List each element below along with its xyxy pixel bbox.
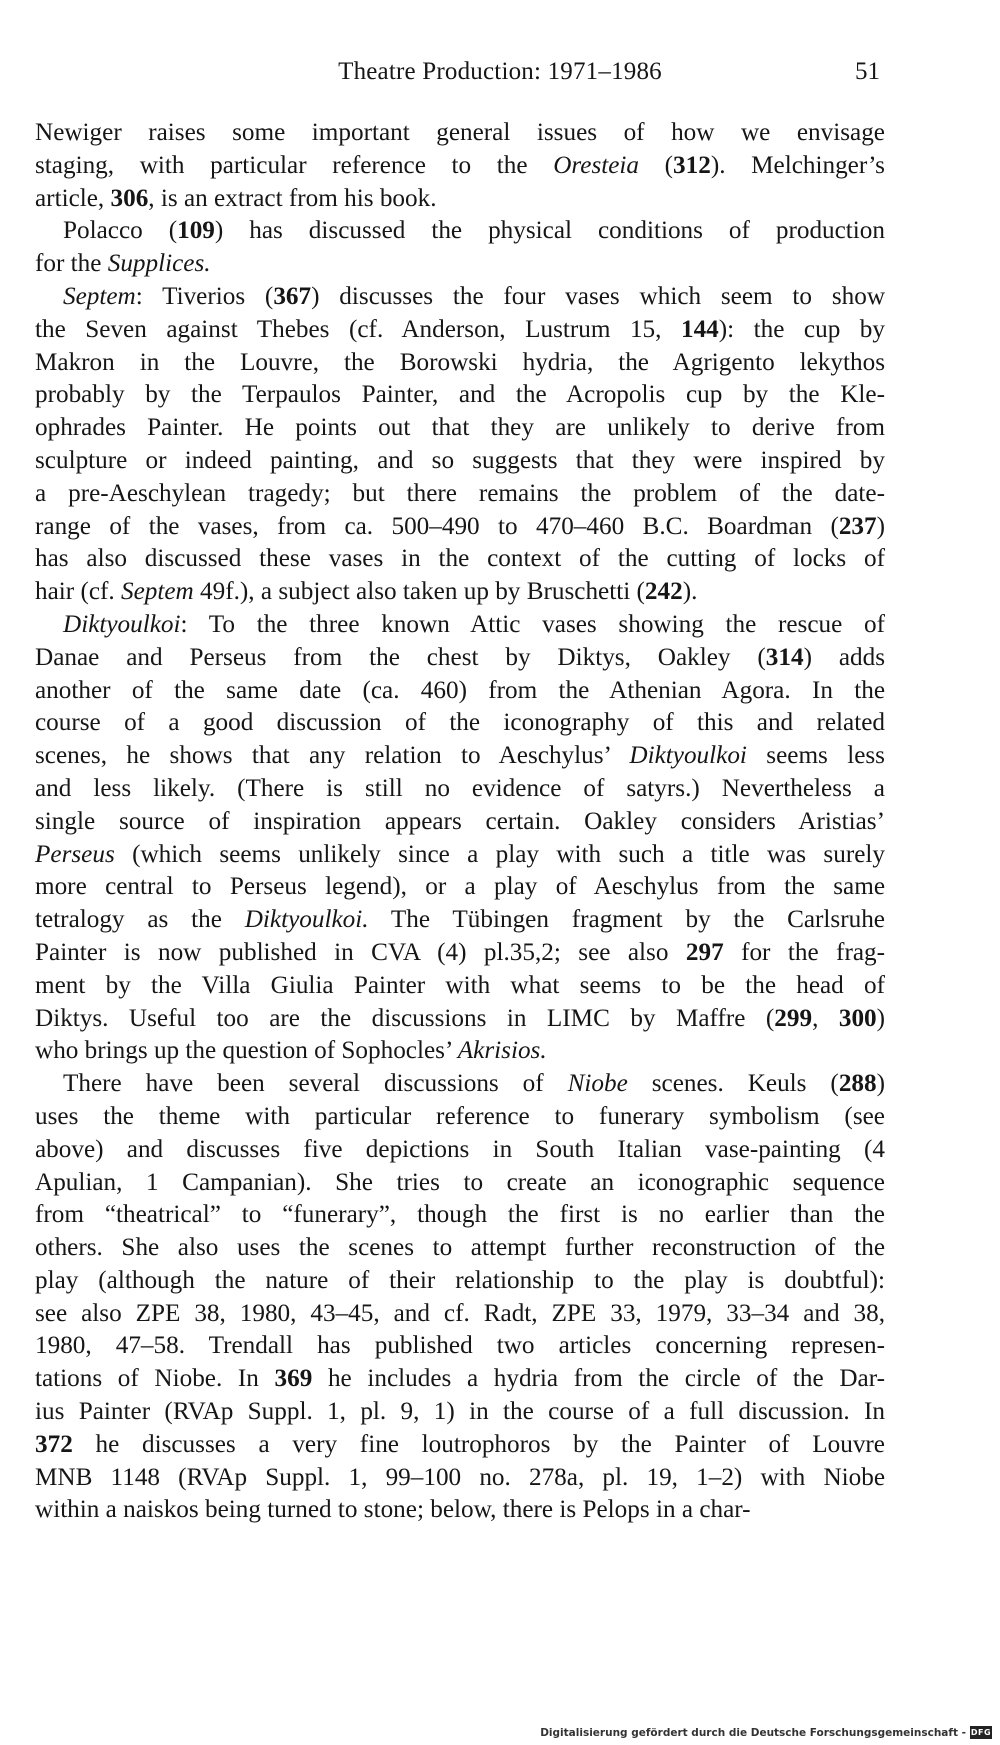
text-line	[35, 1199, 885, 1232]
text-segment: : Tiverios (	[135, 282, 274, 310]
text-segment: staging, with particular reference to the	[35, 151, 554, 179]
reference-number: 369	[274, 1365, 313, 1393]
text-line	[35, 806, 885, 839]
text-segment: sculpture or indeed painting, and so suggests that they were inspired by	[35, 446, 885, 474]
text-segment: The Tübingen fragment by the Carlsruhe	[368, 906, 885, 934]
text-segment: ) has discussed the physical conditions of production	[214, 217, 885, 245]
text-segment: ophrades Painter. He points out that they are unlikely to derive from	[35, 414, 885, 442]
text-segment: MNB 1148 (RVAp Suppl. 1, 99–100 no. 278a, pl. 19, 1–2) with Niobe	[35, 1463, 885, 1491]
text-line	[35, 1068, 885, 1101]
page-header	[0, 58, 1000, 92]
reference-number: 299	[774, 1004, 813, 1032]
reference-number: 312	[673, 151, 711, 179]
text-line	[35, 1298, 885, 1331]
paragraph	[35, 117, 885, 215]
body-text	[35, 117, 885, 1527]
text-segment: within a naiskos being turned to stone; below, there is Pelops in a char-	[35, 1496, 751, 1524]
text-segment: scenes, he shows that any relation to Aeschylus’	[35, 742, 630, 770]
reference-number: 144	[680, 315, 719, 343]
text-line	[35, 1101, 885, 1134]
text-segment: scenes. Keuls (	[627, 1070, 839, 1098]
text-line	[35, 839, 885, 872]
text-segment: others. She also uses the scenes to attempt further reconstruction of the	[35, 1234, 885, 1262]
text-segment: ) adds	[803, 643, 885, 671]
text-line	[35, 707, 885, 740]
text-segment: Painter is now published in CVA (4) pl.35,2; see also	[35, 938, 686, 966]
italic-text: Akrisios.	[457, 1037, 547, 1065]
text-line	[35, 511, 885, 544]
text-line	[35, 445, 885, 478]
text-line	[35, 478, 885, 511]
text-segment: single source of inspiration appears certain. Oakley considers Aristias’	[35, 807, 885, 835]
text-line	[35, 281, 885, 314]
text-segment: Newiger raises some important general issues of how we envisage	[35, 119, 885, 146]
reference-number: 297	[685, 938, 724, 966]
text-line	[35, 937, 885, 970]
text-segment: ius Painter (RVAp Suppl. 1, pl. 9, 1) in the course of a full discussion. In	[35, 1398, 885, 1426]
reference-number: 300	[838, 1004, 877, 1032]
text-segment: and less likely. (There is still no evidence of satyrs.) Nevertheless a	[35, 774, 885, 802]
text-line	[35, 740, 885, 773]
reference-number: 237	[838, 512, 877, 540]
text-segment: Apulian, 1 Campanian). She tries to create an iconographic sequence	[35, 1168, 885, 1196]
text-segment: uses the theme with particular reference to funerary symbolism (see	[35, 1102, 885, 1130]
text-segment: 1980, 47–58. Trendall has published two articles concerning represen-	[35, 1332, 885, 1360]
running-title: Theatre Production: 1971–1986	[338, 58, 662, 85]
text-segment: ).	[682, 578, 698, 606]
text-segment: more central to Perseus legend), or a play of Aeschylus from the same	[35, 873, 885, 901]
text-line	[35, 347, 885, 380]
italic-text: Diktyoulkoi.	[244, 906, 369, 934]
text-line	[35, 117, 885, 150]
text-line	[35, 379, 885, 412]
italic-text: Niobe	[567, 1070, 628, 1098]
text-segment: he discusses a very fine loutrophoros by the Painter of Louvre	[72, 1430, 885, 1458]
text-segment: ) discusses the four vases which seem to show	[311, 282, 886, 310]
text-line	[35, 1363, 885, 1396]
text-line	[35, 248, 885, 281]
text-segment: There have been several discussions of	[63, 1070, 568, 1098]
text-segment: for the frag-	[723, 938, 885, 966]
text-segment: ment by the Villa Giulia Painter with what seems to be the head of	[35, 971, 885, 999]
text-segment: who brings up the question of Sophocles’	[35, 1037, 458, 1065]
text-line	[35, 1429, 885, 1462]
text-segment: another of the same date (ca. 460) from the Athenian Agora. In the	[35, 676, 885, 704]
paragraph	[35, 215, 885, 281]
text-line	[35, 576, 885, 609]
text-segment: )	[876, 512, 885, 540]
text-line	[35, 970, 885, 1003]
text-segment: seems less	[746, 742, 885, 770]
text-line	[35, 1330, 885, 1363]
reference-number: 109	[177, 217, 215, 245]
text-segment: ): the cup by	[718, 315, 885, 343]
text-segment: tetralogy as the	[35, 906, 245, 934]
text-line	[35, 1265, 885, 1298]
text-segment: he includes a hydria from the circle of the Dar-	[312, 1365, 885, 1393]
italic-text: Diktyoulkoi	[63, 610, 181, 638]
text-segment: (	[639, 151, 674, 179]
text-segment: )	[876, 1004, 886, 1032]
text-segment: article,	[35, 184, 111, 212]
text-line	[35, 1003, 885, 1036]
text-segment: probably by the Terpaulos Painter, and the Acropolis cup by the Kle-	[35, 381, 885, 409]
text-line	[35, 412, 885, 445]
text-segment: ,	[812, 1004, 839, 1032]
text-segment: above) and discusses five depictions in South Italian vase-painting (4	[35, 1135, 885, 1163]
text-line	[35, 314, 885, 347]
text-line	[35, 1134, 885, 1167]
text-segment: ). Melchinger’s	[710, 151, 885, 179]
text-segment: course of a good discussion of the iconography of this and related	[35, 709, 885, 737]
reference-number: 288	[838, 1070, 877, 1098]
reference-number: 314	[765, 643, 804, 671]
text-segment: 49f.), a subject also taken up by Bruschetti (	[193, 578, 645, 606]
text-line	[35, 1167, 885, 1200]
text-line	[35, 1035, 885, 1068]
text-line	[35, 773, 885, 806]
text-segment: : To the three known Attic vases showing the rescue of	[180, 610, 885, 638]
dfg-logo: DFG	[970, 1728, 992, 1737]
text-segment: Diktys. Useful too are the discussions in LIMC by Maffre (	[35, 1004, 775, 1032]
text-segment: Polacco (	[63, 217, 178, 245]
text-line	[35, 543, 885, 576]
text-segment: Danae and Perseus from the chest by Diktys, Oakley (	[35, 643, 766, 671]
text-segment: from “theatrical” to “funerary”, though the first is no earlier than the	[35, 1201, 885, 1229]
reference-number: 372	[35, 1430, 73, 1458]
text-segment: hair (cf.	[35, 578, 122, 606]
text-line	[35, 609, 885, 642]
text-line	[35, 1494, 885, 1527]
italic-text: Diktyoulkoi	[629, 742, 747, 770]
italic-text: Supplices.	[107, 250, 211, 278]
text-line	[35, 904, 885, 937]
italic-text: Septem	[63, 282, 136, 310]
text-line	[35, 150, 885, 183]
italic-text: Oresteia	[553, 151, 640, 179]
text-segment: tations of Niobe. In	[35, 1365, 275, 1393]
text-segment: the Seven against Thebes (cf. Anderson, Lustrum 15,	[35, 315, 681, 343]
footer-credit: Digitalisierung gefördert durch die Deutsche Forschungsgemeinschaft -	[540, 1727, 966, 1739]
italic-text: Septem	[121, 578, 194, 606]
paragraph	[35, 281, 885, 609]
text-segment: range of the vases, from ca. 500–490 to 470–460 B.C. Boardman (	[35, 512, 839, 540]
text-segment: for the	[35, 250, 108, 278]
text-line	[35, 642, 885, 675]
reference-number: 242	[644, 578, 683, 606]
text-segment: play (although the nature of their relationship to the play is doubtful):	[35, 1266, 885, 1294]
page-number: 51	[855, 58, 880, 85]
paragraph	[35, 1068, 885, 1527]
paragraph	[35, 609, 885, 1068]
text-line	[35, 1462, 885, 1495]
text-segment: see also ZPE 38, 1980, 43–45, and cf. Radt, ZPE 33, 1979, 33–34 and 38,	[35, 1299, 885, 1327]
text-line	[35, 1396, 885, 1429]
text-segment: Makron in the Louvre, the Borowski hydria, the Agrigento lekythos	[35, 348, 885, 376]
text-line	[35, 215, 885, 248]
text-segment: a pre-Aeschylean tragedy; but there remains the problem of the date-	[35, 479, 885, 507]
text-line	[35, 871, 885, 904]
text-segment: has also discussed these vases in the context of the cutting of locks of	[35, 545, 885, 573]
text-line	[35, 1232, 885, 1265]
text-segment: (which seems unlikely since a play with such a title was surely	[114, 840, 885, 868]
text-line	[35, 183, 885, 216]
text-segment: , is an extract from his book.	[148, 184, 437, 212]
italic-text: Perseus	[35, 840, 115, 868]
text-line	[35, 675, 885, 708]
digitization-footer	[0, 1721, 1000, 1739]
reference-number: 306	[110, 184, 149, 212]
text-segment: )	[876, 1070, 885, 1098]
reference-number: 367	[273, 282, 312, 310]
